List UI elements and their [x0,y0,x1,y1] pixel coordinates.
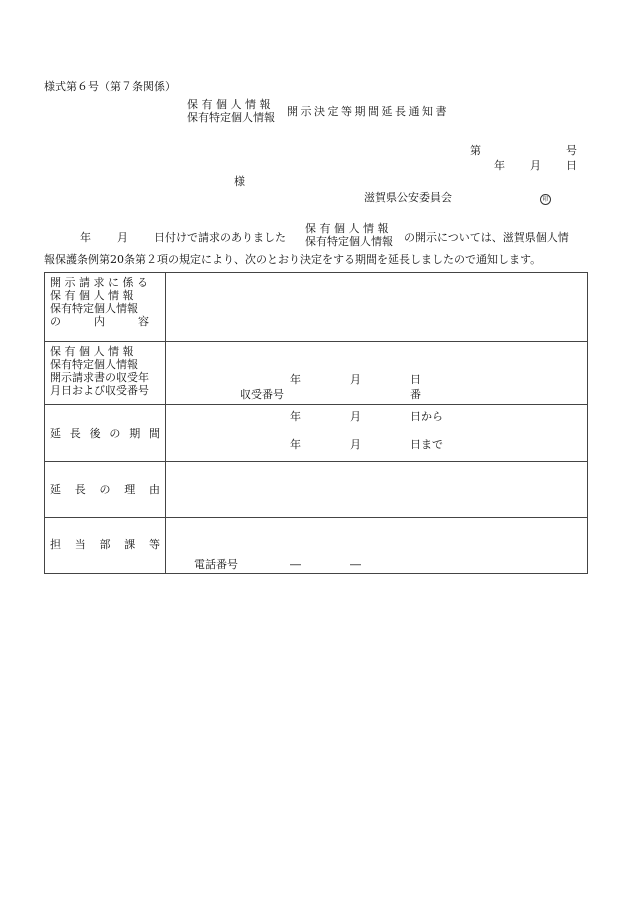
row1-value-cell [166,273,588,342]
row2-year: 年 [290,373,301,386]
row3-from-day: 日から [410,410,443,423]
row1-label-line: 保有特定個人情報 [50,302,138,315]
row3-label-cell [45,405,166,462]
row4-value-cell [166,462,588,518]
row1-label-line: 保 有 個 人 情 報 [50,289,134,302]
title-options [187,98,275,124]
row5-phone-label: 電話番号 [194,558,238,571]
title-option-1: 保 有 個 人 情 報 [187,98,271,111]
row2-value-cell [166,342,588,405]
row5-phone-dash: ― [350,558,361,571]
row3-label-char: の [109,426,121,440]
row3-label [50,427,160,440]
row3-value-cell [166,405,588,462]
document-title: 開示決定等期間延長通知書 [287,105,449,118]
row5-value-cell [166,518,588,574]
body-month: 月 [117,231,128,244]
date-day: 日 [566,159,577,172]
row3-from-month: 月 [350,410,361,423]
row1-label-cell [45,273,166,342]
row2-label-line: 保有特定個人情報 [50,358,138,371]
row-disclosure-content [45,273,588,342]
row5-label-char: 当 [74,538,86,551]
row5-phone-dash: ― [290,558,301,571]
seal-icon: 印 [540,194,551,205]
row3-label-char: 期 [129,426,141,440]
row5-label-char: 等 [149,538,160,551]
row3-label-char: 長 [69,426,81,440]
seal-mark [540,192,551,205]
row-receipt [45,342,588,405]
date-year: 年 [494,159,505,172]
body-year: 年 [80,231,91,244]
row2-label-line: 開示請求書の収受年 [50,371,149,384]
row5-label-cell [45,518,166,574]
doc-number-dai: 第 [470,144,481,157]
row5-label-char: 担 [50,538,61,551]
row2-month: 月 [350,373,361,386]
row3-until-day: 日まで [410,438,443,451]
body-request-text: 日付けで請求のありました [154,231,286,244]
addressee-sama: 様 [234,175,245,188]
body-option-2: 保有特定個人情報 [305,235,393,248]
row2-label-line: 月日および収受番号 [50,384,149,397]
row-extension-reason [45,462,588,518]
row3-label-char: 後 [89,426,101,440]
row1-label-line: 開 示 請 求 に 係 る [50,276,148,289]
row3-from-year: 年 [290,410,301,423]
body-options [305,222,393,248]
row1-label-line: の 内 容 [50,315,149,328]
row3-label-char: 延 [50,426,61,440]
form-number: 様式第６号（第７条関係） [44,80,176,93]
body-option-1: 保 有 個 人 情 報 [305,222,389,235]
row4-label-char: 延 [50,483,61,496]
row3-label-char: 間 [148,426,160,440]
row4-label-char: 長 [74,483,86,496]
row2-label-line: 保 有 個 人 情 報 [50,345,134,358]
row4-label-char: 由 [149,483,160,496]
issuer-name: 滋賀県公安委員会 [364,191,452,204]
doc-number-go: 号 [566,144,577,157]
row5-label [50,538,160,551]
row3-until-month: 月 [350,438,361,451]
row-department [45,518,588,574]
row3-until-year: 年 [290,438,301,451]
row4-label-char: 理 [124,483,136,496]
row4-label [50,483,160,496]
row4-label-char: の [99,483,111,496]
row2-label-cell [45,342,166,405]
row4-label-cell [45,462,166,518]
row2-day: 日 [410,373,421,386]
extension-notice-table [44,272,588,574]
row5-label-char: 部 [99,538,111,551]
body-line-2: 報保護条例第20条第２項の規定により、次のとおり決定をする期間を延長しましたので通知します。 [44,253,542,266]
title-option-2: 保有特定個人情報 [187,111,275,124]
body-continuation: の開示については、滋賀県個人情 [404,231,569,244]
row2-receipt-label: 収受番号 [240,388,284,401]
date-month: 月 [530,159,541,172]
row-extended-period [45,405,588,462]
row5-label-char: 課 [124,538,136,551]
row2-ban: 番 [410,388,421,401]
